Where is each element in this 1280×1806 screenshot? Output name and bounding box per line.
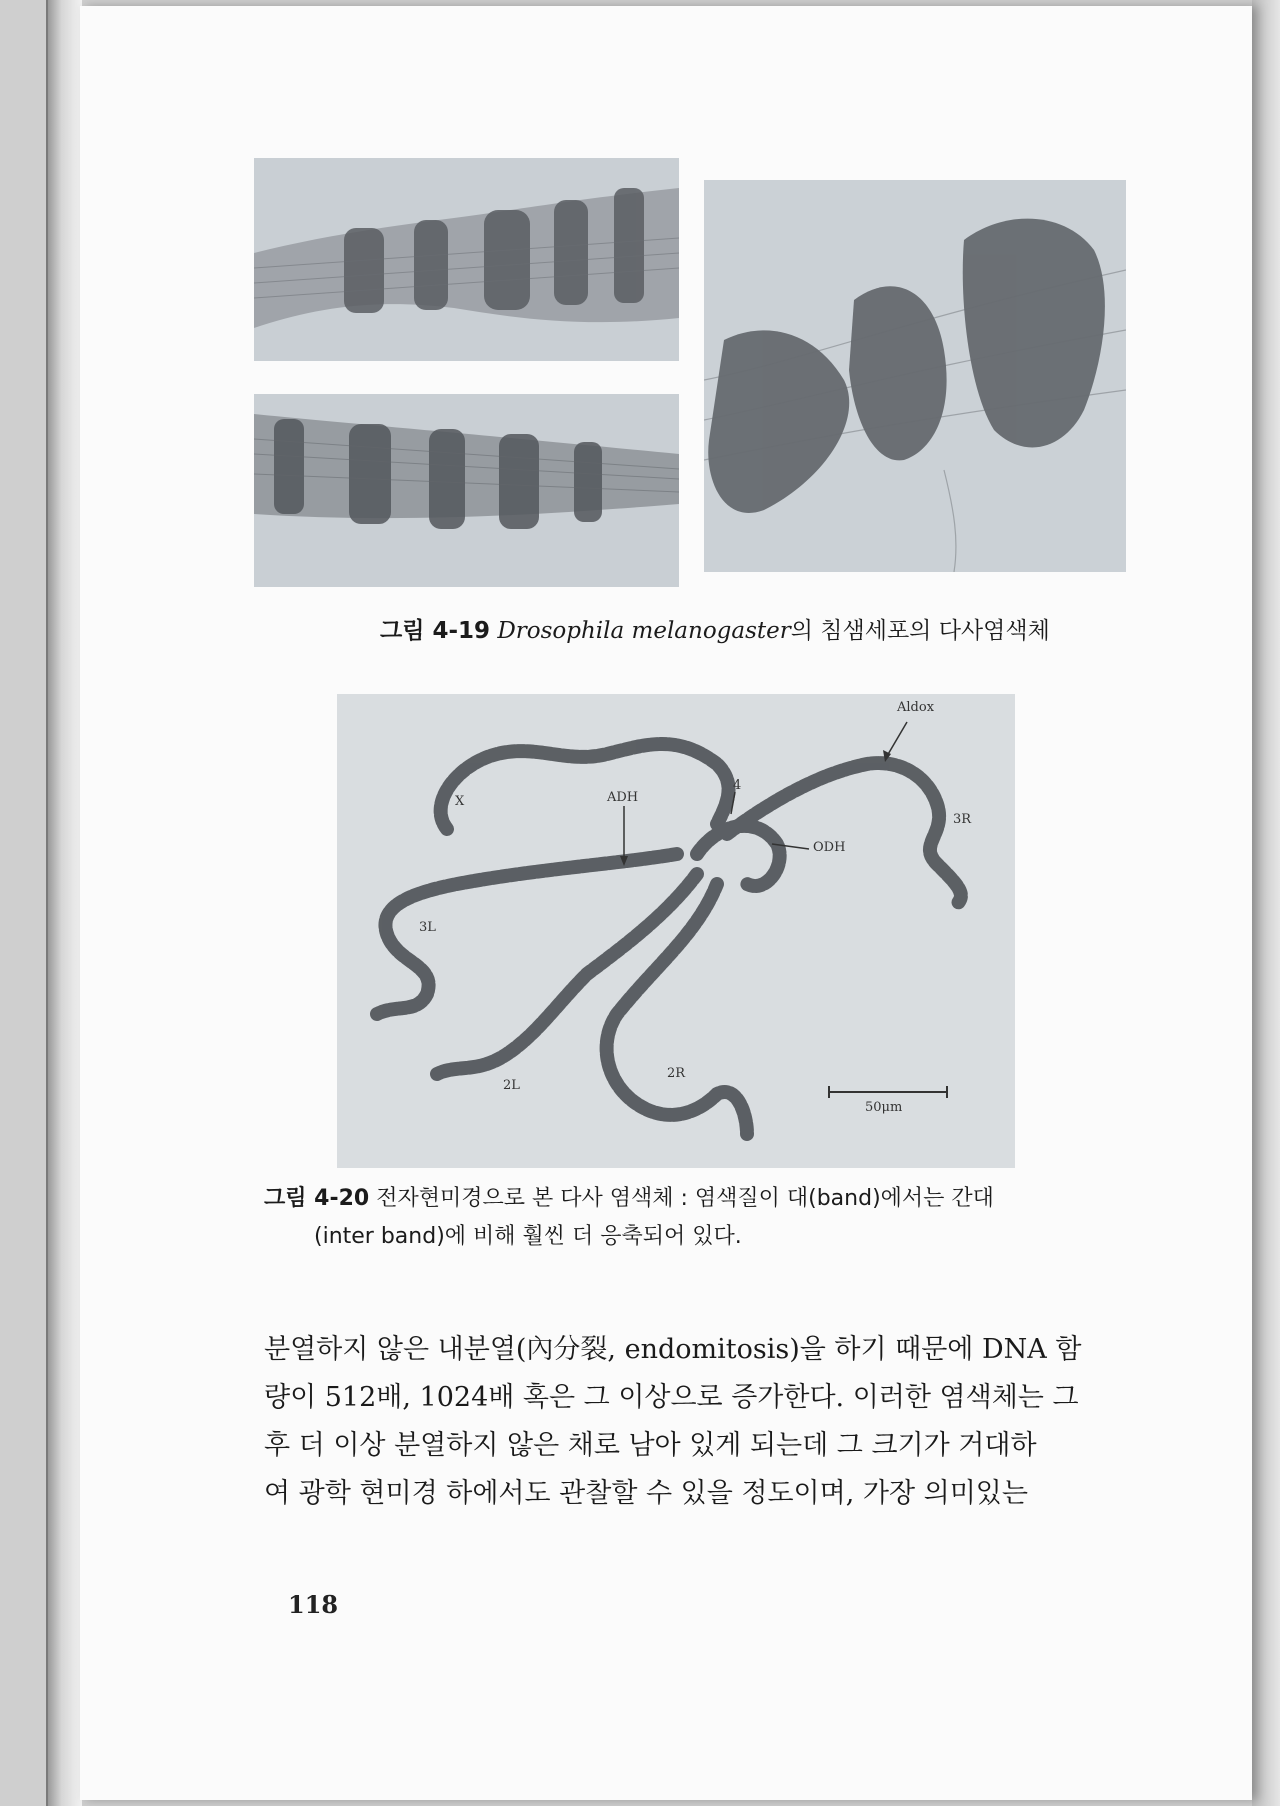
figure-number: 그림 4-19 <box>380 618 490 644</box>
chromosome-label-2r: 2R <box>667 1066 686 1081</box>
micrograph-panel-bottom-left <box>254 394 679 587</box>
body-line: 량이 512배, 1024배 혹은 그 이상으로 증가한다. 이러한 염색체는 그 <box>264 1382 1079 1413</box>
chromosome-label-3l: 3L <box>419 920 436 935</box>
gene-label-odh: ODH <box>813 840 846 855</box>
body-line: 후 더 이상 분열하지 않은 채로 남아 있게 되는데 그 크기가 거대하 <box>264 1430 1037 1461</box>
chromosome-label-4: 4 <box>733 778 742 793</box>
gene-label-aldox: Aldox <box>897 700 935 715</box>
figure-4-19-caption <box>380 612 1050 645</box>
polytene-chromosome-micrograph <box>337 694 1015 1168</box>
caption-line-1: 전자현미경으로 본 다사 염색체 : 염색질이 대(band)에서는 간대 <box>376 1186 994 1211</box>
book-page-stack <box>48 0 82 1806</box>
gene-label-adh: ADH <box>607 790 639 805</box>
body-line: 여 광학 현미경 하에서도 관찰할 수 있을 정도이며, 가장 의미있는 <box>264 1478 1028 1509</box>
caption-text: 의 침샘세포의 다사염색체 <box>790 618 1050 644</box>
figure-4-20-caption <box>264 1180 1124 1256</box>
chromosome-label-2l: 2L <box>503 1078 520 1093</box>
micrograph-panel-right <box>704 180 1126 572</box>
figure-number: 그림 4-20 <box>264 1186 370 1211</box>
page-edge-shadow <box>1252 0 1280 1806</box>
caption-line-2: (inter band)에 비해 훨씬 더 응축되어 있다. <box>314 1224 742 1249</box>
chromosome-label-x: X <box>455 794 465 809</box>
body-paragraph <box>264 1326 1126 1518</box>
scale-bar-label: 50μm <box>865 1100 903 1115</box>
species-name: Drosophila melanogaster <box>497 618 791 644</box>
body-line: 분열하지 않은 내분열(內分裂, endomitosis)을 하기 때문에 DNA 함 <box>264 1334 1082 1365</box>
chromosome-label-3r: 3R <box>953 812 972 827</box>
micrograph-panel-top-left <box>254 158 679 361</box>
page-number: 118 <box>288 1590 339 1619</box>
